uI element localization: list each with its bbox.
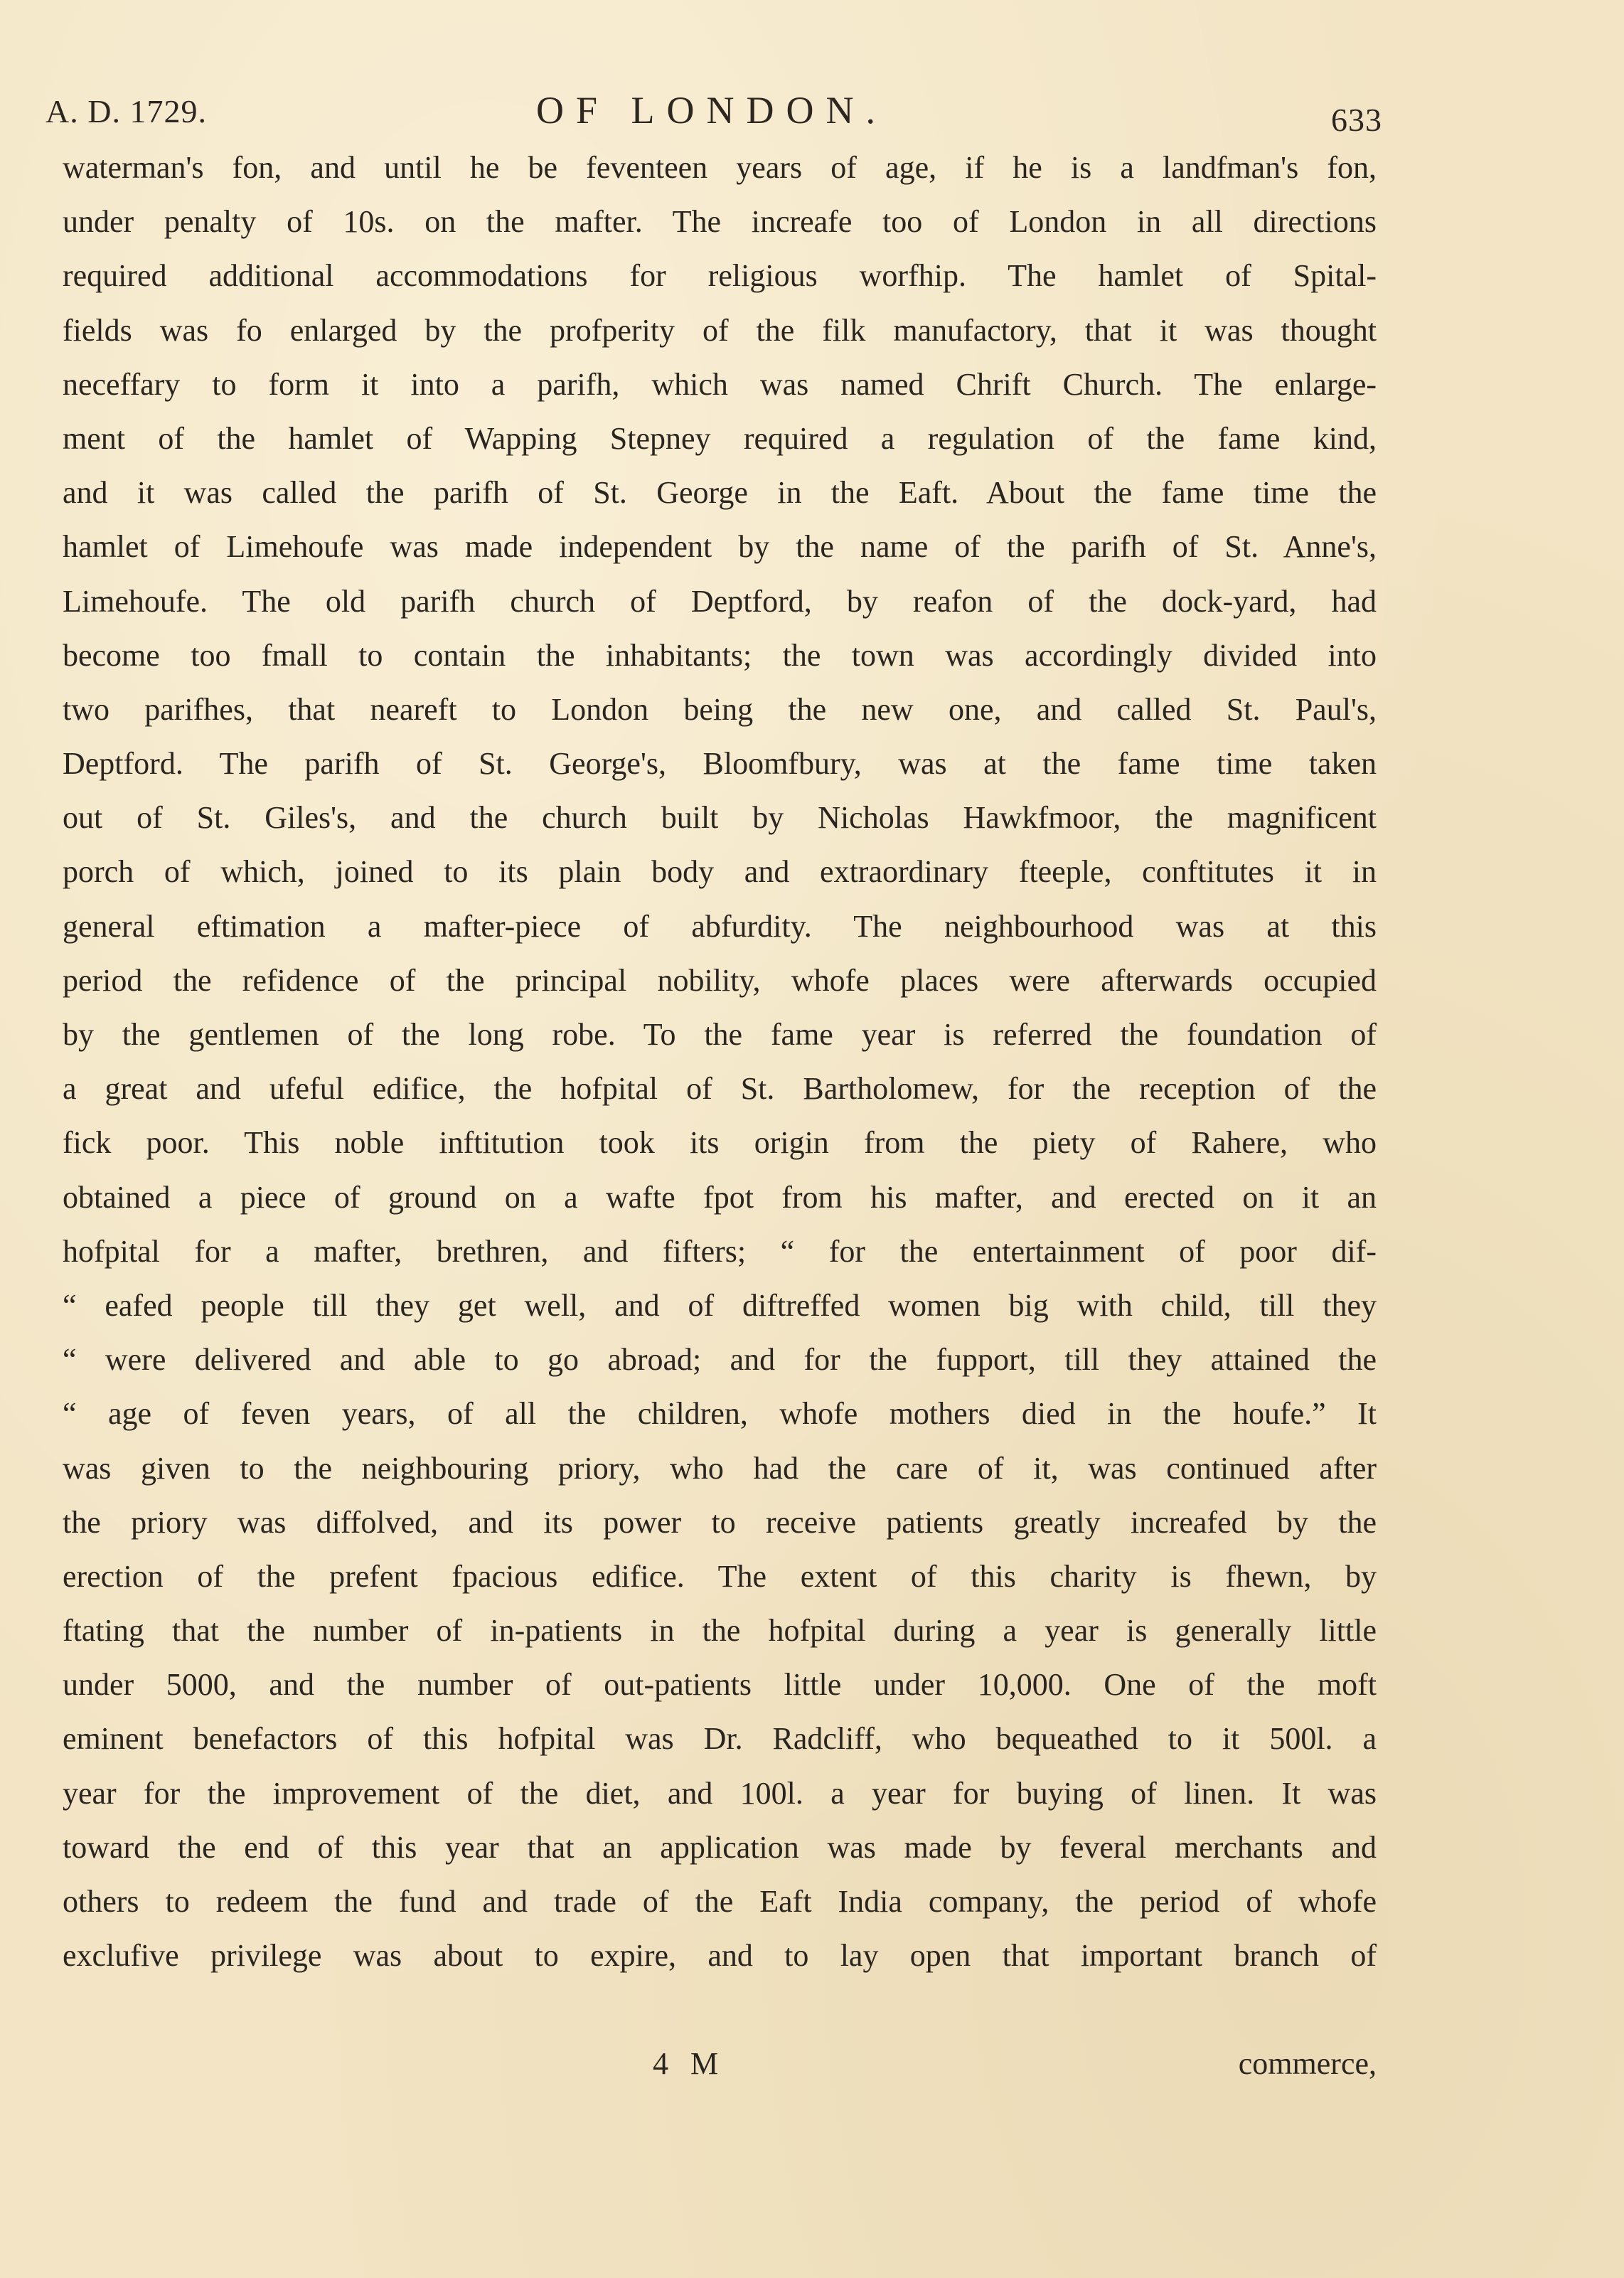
text-line: neceffary to form it into a parifh, which was named Chrift Church. The enlarge- — [63, 366, 1377, 402]
header-title: OF LONDON. — [536, 89, 887, 132]
text-line: ment of the hamlet of Wapping Stepney required a regulation of the fame kind, — [63, 420, 1377, 456]
text-line: fields was fo enlarged by the profperity of the filk manufactory, that it was thought — [63, 312, 1377, 348]
text-line: year for the improvement of the diet, and 100l. a year for buying of linen. It was — [63, 1775, 1377, 1811]
text-line: become too fmall to contain the inhabitants; the town was accordingly divided into — [63, 637, 1377, 673]
text-line: Deptford. The parifh of St. George's, Bloomfbury, was at the fame time taken — [63, 746, 1377, 782]
text-line: general eftimation a mafter-piece of abfurdity. The neighbourhood was at this — [63, 908, 1377, 944]
text-line: and it was called the parifh of St. George in the Eaft. About the fame time the — [63, 475, 1377, 511]
text-line: under penalty of 10s. on the mafter. The increafe too of London in all directions — [63, 204, 1377, 240]
text-line: waterman's fon, and until he be feventeen years of age, if he is a landfman's fon, — [63, 150, 1377, 185]
catchword: commerce, — [1238, 2046, 1377, 2081]
text-line: obtained a piece of ground on a wafte fpot from his mafter, and erected on it an — [63, 1179, 1377, 1215]
text-line: period the refidence of the principal nobility, whofe places were afterwards occupied — [63, 962, 1377, 998]
running-head — [46, 87, 1382, 144]
text-line: porch of which, joined to its plain body and extraordinary fteeple, conftitutes it in — [63, 854, 1377, 890]
text-line: under 5000, and the number of out-patients little under 10,000. One of the moft — [63, 1667, 1377, 1703]
text-line: eminent benefactors of this hofpital was Dr. Radcliff, who bequeathed to it 500l. a — [63, 1721, 1377, 1757]
text-line: Limehoufe. The old parifh church of Deptford, by reafon of the dock-yard, had — [63, 583, 1377, 619]
body-text — [63, 141, 1377, 1983]
text-line: out of St. Giles's, and the church built by Nicholas Hawkfmoor, the magnificent — [63, 800, 1377, 836]
text-line: required additional accommodations for religious worfhip. The hamlet of Spital- — [63, 258, 1377, 294]
page-number: 633 — [1331, 102, 1382, 138]
text-line: hofpital for a mafter, brethren, and fifters; “ for the entertainment of poor dif- — [63, 1233, 1377, 1269]
text-line: “ eafed people till they get well, and of diftreffed women big with child, till they — [63, 1287, 1377, 1323]
text-line: by the gentlemen of the long robe. To the fame year is referred the foundation of — [63, 1017, 1377, 1052]
text-line: “ age of feven years, of all the children, whofe mothers died in the houfe.” It — [63, 1396, 1377, 1432]
text-line: a great and ufeful edifice, the hofpital of St. Bartholomew, for the reception of the — [63, 1071, 1377, 1107]
signature-mark: 4 M — [653, 2046, 726, 2081]
text-line: was given to the neighbouring priory, who had the care of it, was continued after — [63, 1450, 1377, 1486]
header-year: A. D. 1729. — [46, 93, 207, 129]
text-line: fick poor. This noble inftitution took its origin from the piety of Rahere, who — [63, 1125, 1377, 1161]
text-line: ftating that the number of in-patients in the hofpital during a year is generally little — [63, 1613, 1377, 1649]
text-line: toward the end of this year that an application was made by feveral merchants and — [63, 1829, 1377, 1865]
text-line: hamlet of Limehoufe was made independent by the name of the parifh of St. Anne's, — [63, 529, 1377, 565]
text-line: exclufive privilege was about to expire, and to lay open that important branch of — [63, 1938, 1377, 1974]
page-footer — [63, 2045, 1377, 2102]
text-line: “ were delivered and able to go abroad; and for the fupport, till they attained the — [63, 1342, 1377, 1378]
text-line: erection of the prefent fpacious edifice. The extent of this charity is fhewn, by — [63, 1558, 1377, 1594]
text-line: the priory was diffolved, and its power to receive patients greatly increafed by the — [63, 1504, 1377, 1540]
text-line: others to redeem the fund and trade of the Eaft India company, the period of whofe — [63, 1884, 1377, 1919]
text-line: two parifhes, that neareft to London being the new one, and called St. Paul's, — [63, 691, 1377, 727]
